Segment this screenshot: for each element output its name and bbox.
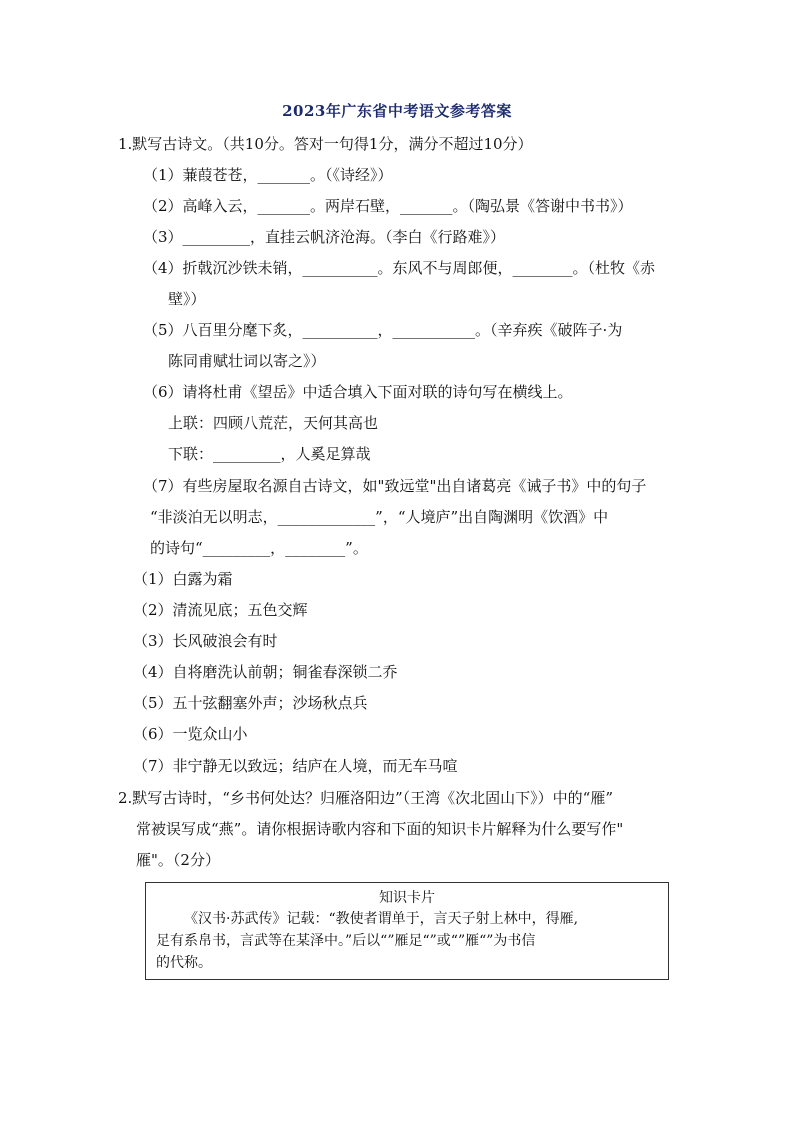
couplet-lower: 下联：_________，人奚足算哉 bbox=[168, 445, 371, 463]
question-1-item-5: （5）八百里分麾下炙，__________，___________。（辛弃疾《破阵子·为 bbox=[143, 321, 623, 339]
question-1-item-4-cont: 壁》） bbox=[168, 290, 206, 308]
answer-2: （2）清流见底；五色交辉 bbox=[133, 601, 308, 619]
answer-1: （1）白露为霜 bbox=[133, 570, 233, 588]
question-1-item-5-cont: 陈同甫赋壮词以寄之》） bbox=[168, 352, 326, 370]
question-1-item-4: （4）折戟沉沙铁未销，__________。东风不与周郎便，________。（杜牧《赤 bbox=[143, 259, 656, 277]
question-1-item-2: （2）高峰入云，_______。两岸石壁，_______。（陶弘景《答谢中书书》） bbox=[143, 197, 633, 215]
question-1-header: 1.默写古诗文。（共10分。答对一句得1分，满分不超过10分） bbox=[118, 135, 533, 153]
answer-6: （6）一览众山小 bbox=[133, 725, 248, 743]
question-1-item-3: （3）_________，直挂云帆济沧海。（李白《行路难》） bbox=[143, 228, 506, 246]
question-1-item-7-cont-1: “非淡泊无以明志，_____________”，“人境庐”出自陶渊明《饮酒》中 bbox=[150, 508, 609, 526]
question-1-item-6: （6）请将杜甫《望岳》中适合填入下面对联的诗句写在横线上。 bbox=[143, 383, 573, 401]
question-1-item-7: （7）有些房屋取名源自古诗文，如"致远堂"出自诸葛亮《诫子书》中的句子 bbox=[143, 477, 647, 495]
knowledge-card-line-2: 足有系帛书，言武等在某泽中。”后以“”雁足“”或“”雁“”为书信 bbox=[156, 933, 536, 949]
answer-3: （3）长风破浪会有时 bbox=[133, 632, 278, 650]
question-1-item-1: （1）蒹葭苍苍，_______。（《诗经》） bbox=[143, 166, 393, 184]
answer-5: （5）五十弦翻塞外声；沙场秋点兵 bbox=[133, 694, 368, 712]
answer-4: （4）自将磨洗认前朝；铜雀春深锁二乔 bbox=[133, 663, 398, 681]
document-title: 2023年广东省中考语文参考答案 bbox=[282, 102, 512, 120]
question-2-line-2: 常被误写成“燕”。请你根据诗歌内容和下面的知识卡片解释为什么要写作" bbox=[136, 820, 624, 838]
answer-7: （7）非宁静无以致远；结庐在人境，而无车马喧 bbox=[133, 757, 458, 775]
question-2-line-1: 2.默写古诗时，“乡书何处达？归雁洛阳边”（王湾《次北固山下》）中的“雁” bbox=[118, 789, 613, 807]
knowledge-card-title: 知识卡片 bbox=[379, 890, 435, 906]
question-1-item-7-cont-2: 的诗句“_________，________”。 bbox=[150, 539, 368, 557]
question-2-line-3: 雁"。（2分） bbox=[136, 851, 220, 869]
knowledge-card bbox=[145, 882, 669, 980]
couplet-upper: 上联：四顾八荒茫，天何其高也 bbox=[168, 414, 379, 432]
knowledge-card-line-1: 《汉书·苏武传》记载：“教使者谓单于，言天子射上林中，得雁, bbox=[184, 911, 579, 927]
knowledge-card-line-3: 的代称。 bbox=[156, 955, 212, 971]
